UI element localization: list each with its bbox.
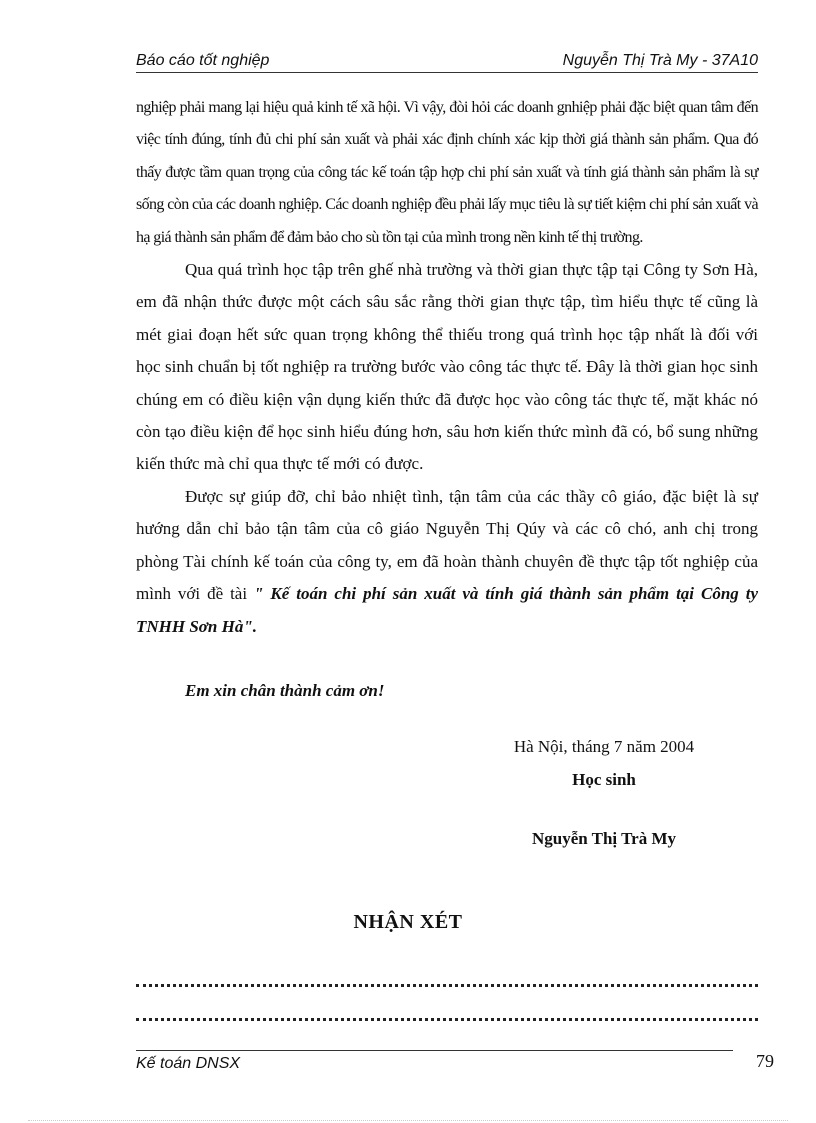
footer-divider [136, 1050, 733, 1051]
footer-label: Kế toán DNSX [136, 1055, 241, 1072]
paragraph-3-text: Được sự giúp đỡ, chỉ bảo nhiệt tình, tận tâm của các thầy cô giáo, đặc biệt là sự hướng dẫn chỉ bảo tận tâm của cô giáo Nguyễn Thị Qúy và các cô chó, anh chị trong phòng Tài chính kế toán của công ty, em đã hoàn thành chuyên đề thực tập tốt nghiệp của mình với đề tài [136, 486, 758, 604]
paragraph-2: Qua quá trình học tập trên ghế nhà trường và thời gian thực tập tại Công ty Sơn Hà, em đã nhận thức được một cách sâu sắc rằng thời gian thực tập, tìm hiểu thực tế cũng là mét giai đoạn hết sức quan trọng không thể thiếu trong quá trình học tập nhất là đối với học sinh chuẩn bị tốt nghiệp ra trường bước vào công tác thực tế. Đây là thời gian học sinh chúng em có điều kiện vận dụng kiến thức đã được học vào công tác thực tế, mặt khác nó còn tạo điều kiện để học sinh hiểu đúng hơn, sâu hơn kiến thức mình đã có, bổ sung những kiến thức mà chỉ qua thực tế mới có được. [136, 260, 758, 474]
thesis-topic: " Kế toán chi phí sản xuất và tính giá thành sản phẩm tại Công ty TNHH Sơn Hà". [136, 584, 758, 636]
page-edge-divider [28, 1120, 788, 1121]
paragraph-1: nghiệp phải mang lại hiệu quả kinh tế xã hội. Vì vậy, đòi hỏi các doanh gnhiệp phải đặc biệt quan tâm đến việc tính đúng, tính đủ chi phí sản xuất và phải xác định chính xác kịp thời giá thành sản phẩm. Qua đó thấy được tầm quan trọng của công tác kế toán tập hợp chi phí sản xuất và tính giá thành sản phẩm là sự sống còn của các doanh nghiệp. Các doanh nghiệp đều phải lấy mục tiêu là sự tiết kiệm chi phí sản xuất và hạ giá thành sản phẩm để đảm bảo cho sù tồn tại của mình trong nền kinh tế thị trường. [136, 99, 758, 246]
page-header [136, 48, 758, 73]
signature-name: Nguyễn Thị Trà My [531, 829, 677, 848]
page-number: 79 [756, 1051, 774, 1071]
review-title: NHẬN XÉT [353, 911, 463, 933]
thanks-line: Em xin chân thành cảm ơn! [185, 681, 385, 700]
dotted-line [136, 1018, 758, 1021]
dotted-line [136, 984, 758, 987]
signature-place-date: Hà Nội, tháng 7 năm 2004 [513, 737, 695, 756]
header-report-title: Báo cáo tốt nghiệp [136, 52, 270, 69]
paragraph-3 [136, 481, 758, 643]
header-author: Nguyễn Thị Trà My - 37A10 [562, 52, 758, 69]
signature-role: Học sinh [572, 770, 636, 789]
document-body [136, 92, 758, 643]
